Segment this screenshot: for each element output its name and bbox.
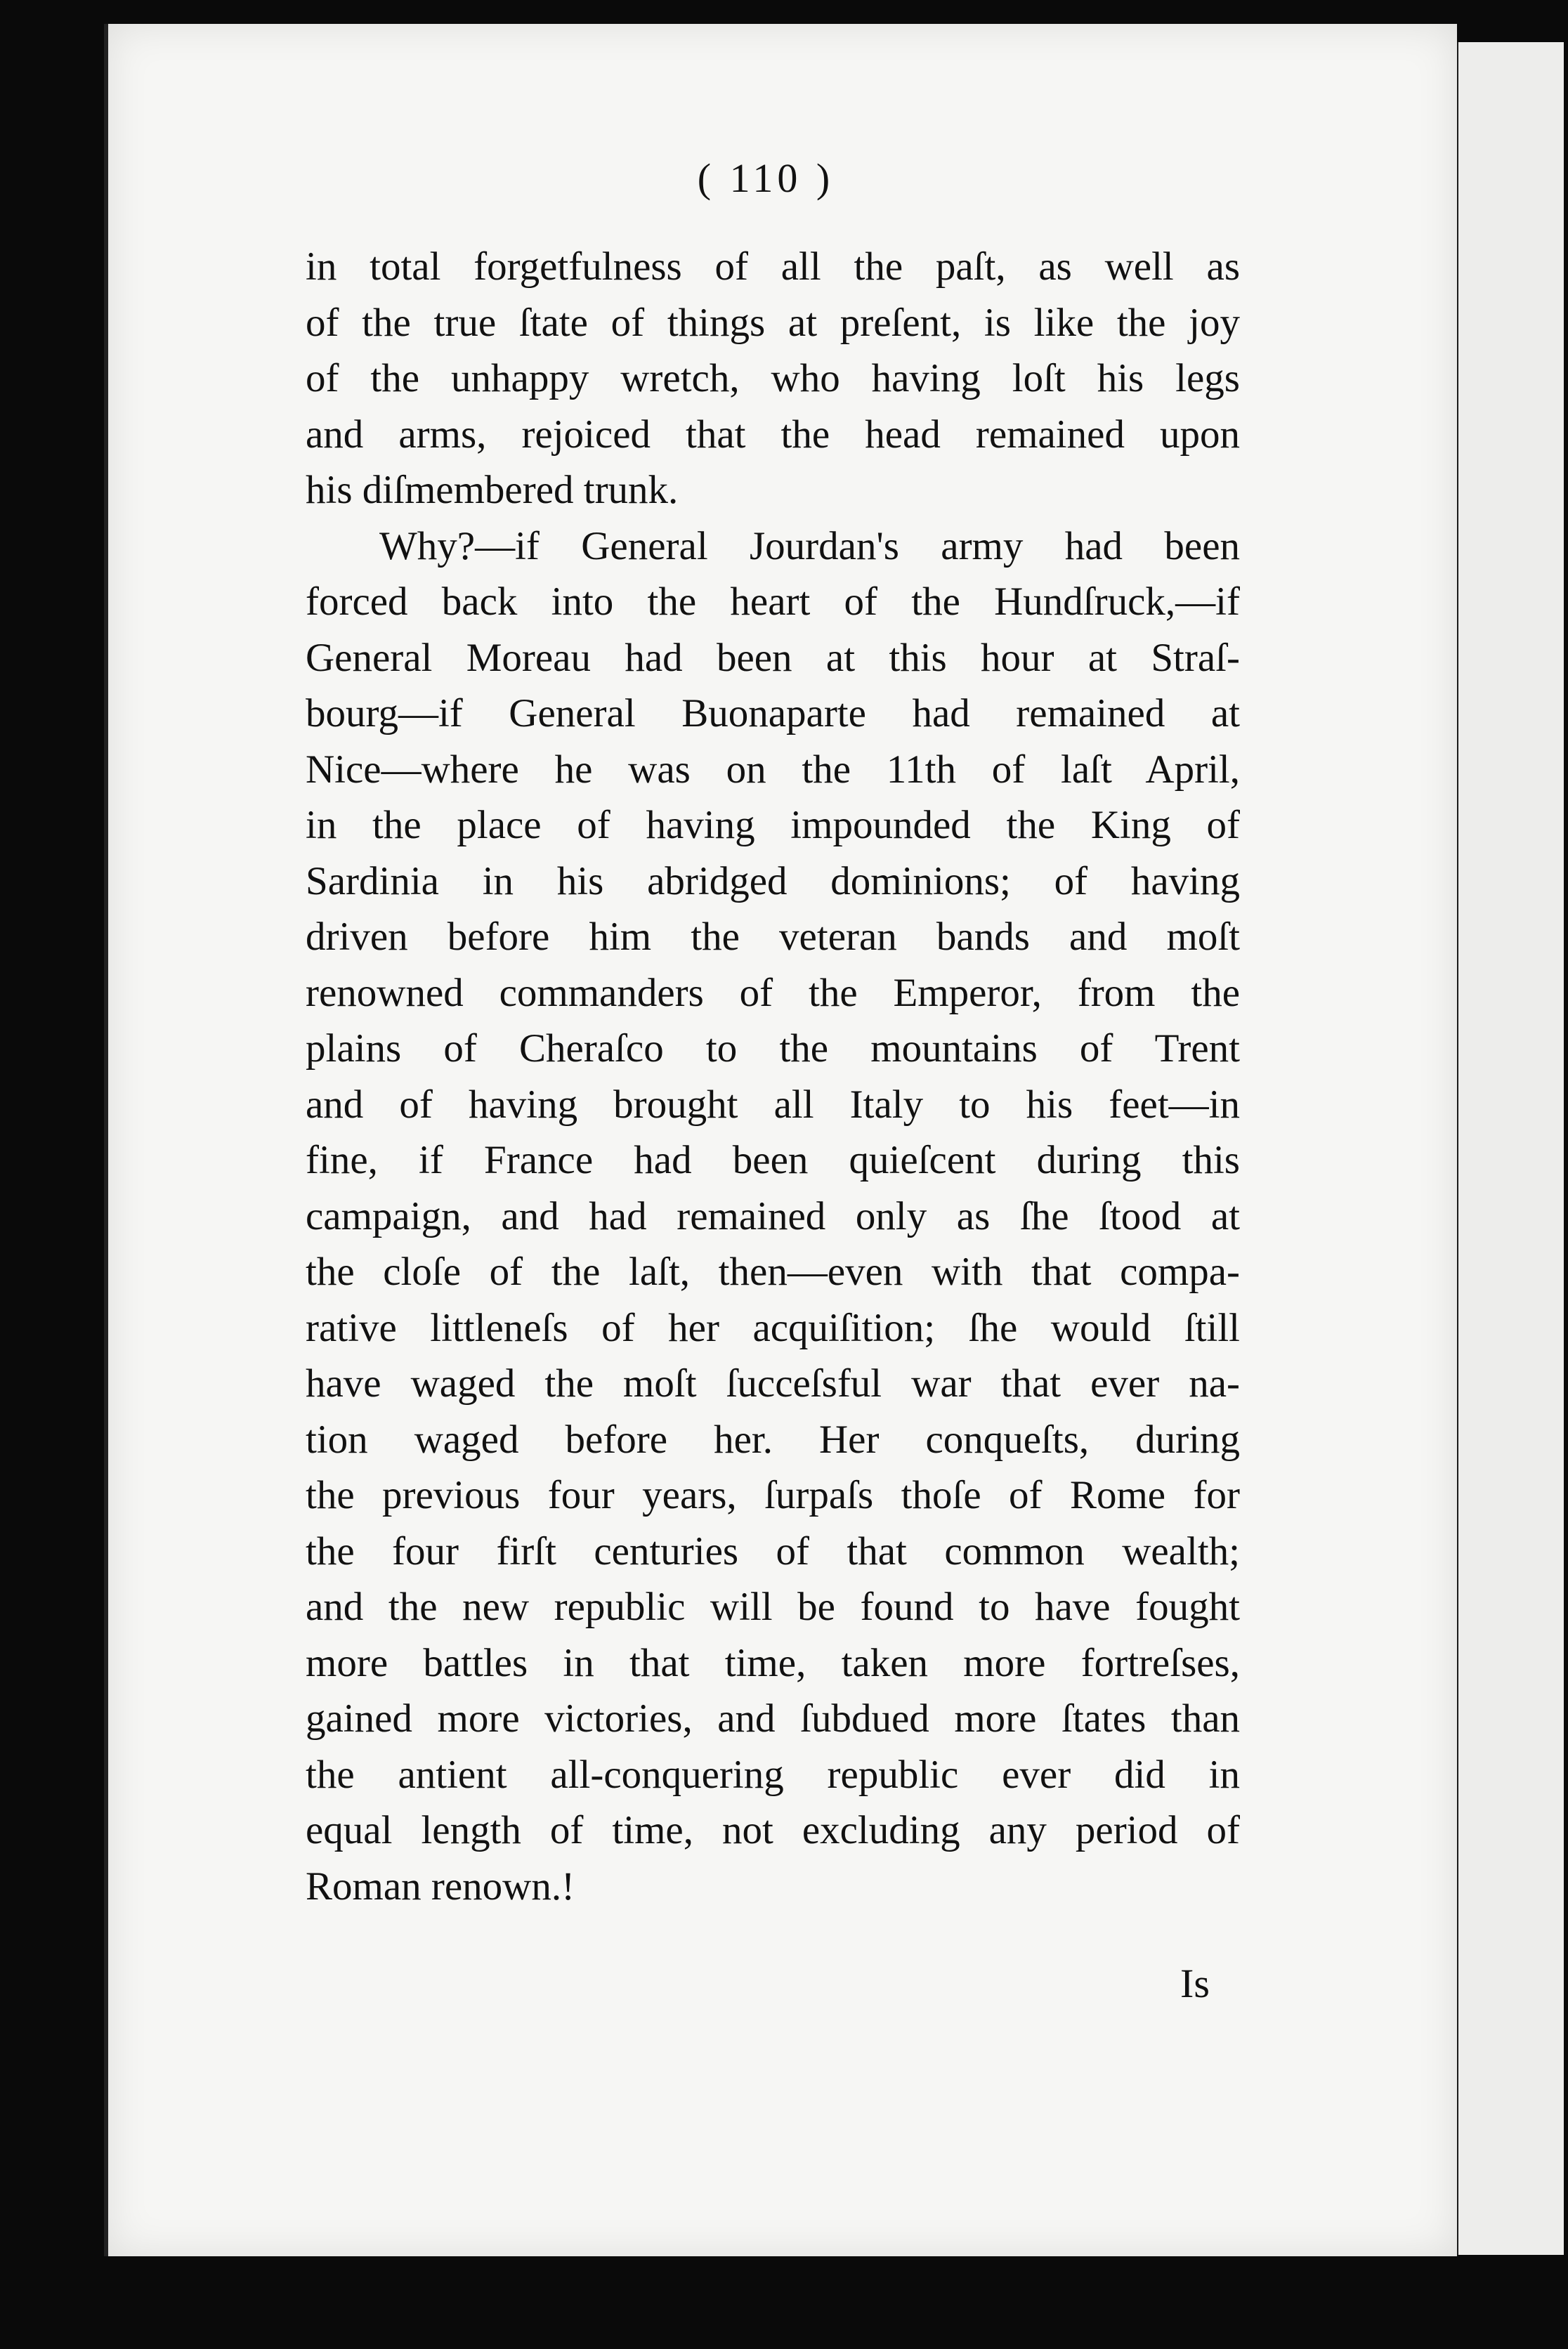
text-line: of the true ſtate of things at preſent, is like the joy (306, 300, 1240, 345)
text-line: and arms, rejoiced that the head remained upon (306, 412, 1240, 457)
text-line: the cloſe of the laſt, then—even with that compa- (306, 1250, 1240, 1294)
text-line: and of having brought all Italy to his feet—in (306, 1082, 1240, 1127)
text-line: plains of Cheraſco to the mountains of Trent (306, 1026, 1240, 1071)
text-line: tion waged before her. Her conqueſts, during (306, 1417, 1240, 1462)
text-line: Nice—where he was on the 11th of laſt April, (306, 747, 1240, 792)
body-text (306, 239, 1240, 1914)
text-line: Why?—if General Jourdan's army had been (379, 523, 1240, 568)
text-line: more battles in that time, taken more fortreſses, (306, 1640, 1240, 1685)
text-line: driven before him the veteran bands and moſt (306, 915, 1240, 959)
text-line: gained more victories, and ſubdued more ſtates than (306, 1696, 1240, 1741)
text-line: his diſmembered trunk. (306, 468, 679, 512)
text-line: rative littleneſs of her acquiſition; ſhe would ſtill (306, 1305, 1240, 1350)
facing-page-edge (1453, 42, 1564, 2255)
text-line: have waged the moſt ſucceſsful war that ever na- (306, 1361, 1240, 1406)
text-line: equal length of time, not excluding any period of (306, 1808, 1240, 1852)
text-line: renowned commanders of the Emperor, from the (306, 970, 1240, 1015)
text-line: the previous four years, ſurpaſs thoſe of Rome for (306, 1473, 1240, 1517)
text-line: in the place of having impounded the King of (306, 803, 1240, 847)
text-line: in total forgetfulness of all the paſt, as well as (306, 244, 1240, 289)
text-line: the four firſt centuries of that common wealth; (306, 1529, 1240, 1573)
text-line: Roman renown.! (306, 1864, 575, 1909)
text-line: the antient all-conquering republic ever did in (306, 1752, 1240, 1797)
text-line: campaign, and had remained only as ſhe ſtood at (306, 1193, 1240, 1238)
text-line: General Moreau had been at this hour at Straſ- (306, 635, 1240, 680)
text-line: fine, if France had been quieſcent during this (306, 1138, 1240, 1182)
text-line: bourg—if General Buonaparte had remained at (306, 691, 1240, 735)
text-line: and the new republic will be found to have fought (306, 1585, 1240, 1629)
text-line: Sardinia in his abridged dominions; of having (306, 858, 1240, 903)
page-number: ( 110 ) (697, 155, 835, 201)
text-line: forced back into the heart of the Hundſruck,—if (306, 580, 1240, 624)
text-line: of the unhappy wretch, who having loſt his legs (306, 356, 1240, 400)
catchword: Is (1180, 1961, 1210, 2006)
